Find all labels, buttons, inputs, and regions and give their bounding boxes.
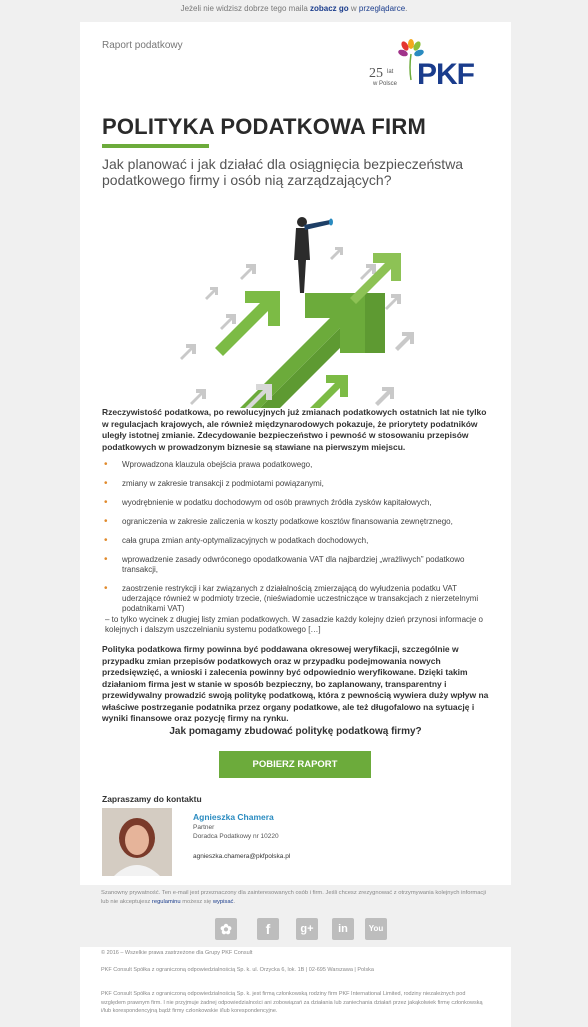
footer-note-middle: możesz się: [180, 899, 213, 905]
pkf-flower-icon[interactable]: ✿: [215, 918, 237, 940]
logo-brand: PKF: [417, 58, 474, 91]
regulations-link[interactable]: regulaminu: [151, 899, 181, 905]
hero-illustration: [180, 198, 420, 408]
view-in-browser-middle: w: [348, 4, 359, 13]
subtitle: Jak planować i jak działać dla osiągnięcia bezpieczeństwa podatkowego firmy i osób nią zarządzających?: [102, 156, 464, 188]
youtube-icon[interactable]: You: [365, 918, 387, 940]
list-item: • wyodrębnienie w podatku dochodowym od osób prawnych źródła zysków kapitałowych,: [102, 498, 492, 508]
section-question: Jak pomagamy zbudować politykę podatkową firmy?: [169, 726, 422, 737]
footer-privacy-note: [101, 889, 491, 907]
businessman-with-telescope: [294, 217, 333, 293]
page-title: POLITYKA PODATKOWA FIRM: [102, 114, 426, 139]
facebook-icon[interactable]: f: [257, 918, 279, 940]
footer-note-text: Szanowny prywatność. Ten e-mail jest przeznaczony dla zainteresowanych osób i firm. Jeśli chcesz zrezygnować z otrzymywania kolejnych informacji lub nie akceptujesz: [101, 890, 486, 905]
list-item: • wprowadzenie zasady odwróconego opodatkowania VAT dla najbardziej „wrażliwych” podatkowo transakcji,: [102, 555, 492, 575]
lead-paragraph: Rzeczywistość podatkowa, po rewolucyjnych już zmianach podatkowych ostatnich lat nie tylko w regulacjach krajowych, ale również międzynarodowych pokazuje, że priorytety podatników uległy istotnej zmianie. Zdecydowanie bezpieczeństwo i pewność w stosowaniu przepisów podatkowych w prowadzonym biznesie są stawiane na pierwszym miejscu.: [102, 407, 487, 452]
google-plus-icon[interactable]: g+: [296, 918, 318, 940]
download-report-button[interactable]: POBIERZ RAPORT: [219, 751, 371, 778]
view-in-browser-link[interactable]: zobacz go: [310, 4, 349, 13]
logo-country: w Polsce: [373, 81, 398, 87]
list-item: • Wprowadzona klauzula obejścia prawa podatkowego,: [102, 460, 492, 470]
unsubscribe-link[interactable]: wypisać: [212, 899, 234, 905]
linkedin-icon[interactable]: in: [332, 918, 354, 940]
contact-email[interactable]: agnieszka.chamera@pkfpolska.pl: [193, 853, 291, 860]
title-accent-bar: [102, 144, 209, 148]
report-type-label: Raport podatkowy: [102, 40, 183, 51]
view-in-browser-bar: [0, 0, 588, 22]
social-links: [215, 918, 390, 942]
legal-disclaimer: PKF Consult Spółka z ograniczoną odpowiedzialnością Sp. k. jest firmą członkowską rodziny firm PKF International Limited, rodziny niezależnych pod względem prawnym firm. I nie przyjmuje żadnej odpowiedzialności ani zobowiązań za działania lub zaniechania działań przez jakąkolwiek firmę członkowską i/lub korespondencyjną bądź firmy członkowskie i/lub korespondencyjne.: [101, 991, 483, 1014]
contact-photo: [102, 808, 172, 876]
copyright-text: © 2016 – Wszelkie prawa zastrzeżone dla Grupy PKF Consult: [101, 950, 253, 956]
contact-role: Partner: [193, 824, 215, 831]
browser-link[interactable]: przeglądarce: [358, 4, 406, 13]
footer-note-suffix: .: [233, 899, 236, 905]
changes-list: [102, 460, 492, 614]
newsletter-card: [80, 22, 511, 885]
body-paragraph: Polityka podatkowa firmy powinna być poddawana okresowej weryfikacji, szczególnie w przypadku zmian przepisów podatkowych oraz w przypadku podejmowania nowych przedsięwzięć, a wnioski i zalecenia powinny być odpowiednio weryfikowane. Dzięki takim działaniom firma jest w stanie w sposób bezpieczny, bo zaplanowany, transparentny i przewidywalny prowadzić swoją politykę podatkową, która z pewnością wywiera duży wpływ na właściwe postrzeganie podatnika przez organy podatkowe, ale też długofalowo na sytuację i wyniki finansowe oraz pozycję firmy na rynku.: [102, 644, 489, 723]
contact-certification: Doradca Podatkowy nr 10220: [193, 833, 279, 840]
list-item: • ograniczenia w zakresie zaliczenia w koszty podatkowe kosztów finansowania zewnętrznego,: [102, 517, 492, 527]
pkf-logo[interactable]: [367, 36, 487, 96]
list-item: • cała grupa zmian anty-optymalizacyjnych w podatkach dochodowych,: [102, 536, 492, 546]
logo-years: 25: [369, 66, 383, 81]
company-address: PKF Consult Spółka z ograniczoną odpowiedzialnością Sp. k. ul. Orzycka 6, lok. 1B | 02-695 Warszawa | Polska: [101, 967, 374, 973]
view-in-browser-text: Jeżeli nie widzisz dobrze tego maila: [180, 4, 310, 13]
list-item: • zaostrzenie restrykcji i kar związanych z działalnością zmierzającą do wyłudzenia podatku VAT uderzające również w podmioty trzecie, (nieświadomie uczestniczące w transakcjach z nierzetelnymi podatnikami VAT): [102, 584, 492, 614]
contact-name: Agnieszka Chamera: [193, 812, 274, 822]
list-continuation-text: – to tylko wycinek z długiej listy zmian podatkowych. W zasadzie każdy kolejny dzień przynosi informacje o kolejnych i dalszym uszczelnianiu systemu podatkowego […]: [105, 615, 483, 634]
contact-heading: Zapraszamy do kontaktu: [102, 794, 202, 804]
list-item: • zmiany w zakresie transakcji z podmiotami powiązanymi,: [102, 479, 492, 489]
contact-portrait: [102, 808, 172, 876]
view-in-browser-suffix: .: [405, 4, 408, 13]
logo-years-suffix: lat: [387, 69, 394, 75]
